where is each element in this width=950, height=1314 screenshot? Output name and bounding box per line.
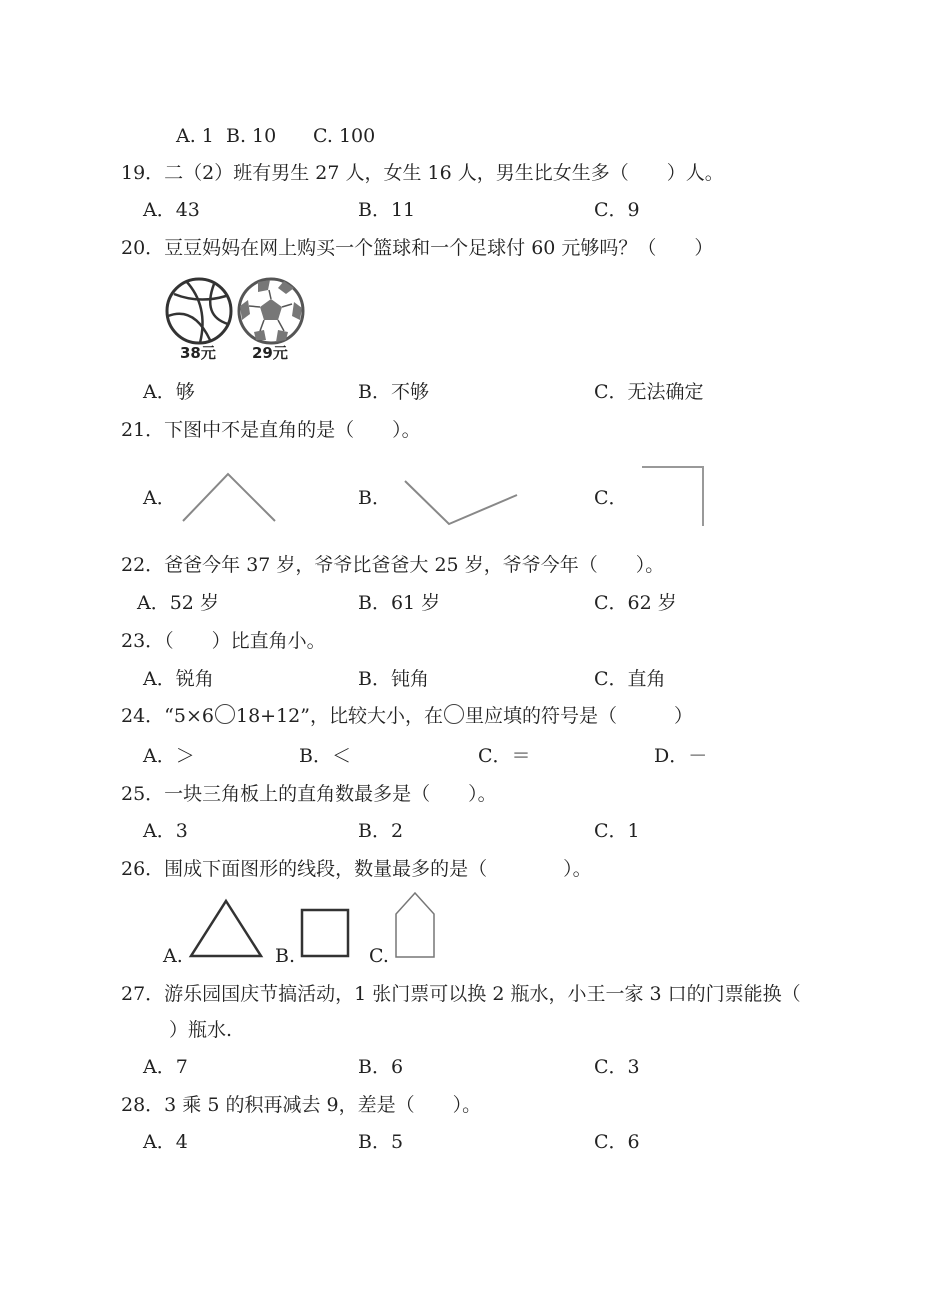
q21-angle-a-figure <box>180 470 280 526</box>
q26-option-b: B. <box>275 945 296 967</box>
q28-option-c: C．6 <box>594 1131 640 1153</box>
q21-angle-c-figure <box>640 464 710 530</box>
q26-stem: 26．围成下面图形的线段，数量最多的是（ ）。 <box>121 858 592 880</box>
q22-option-b: B．61 岁 <box>358 592 441 614</box>
q24-stem-part-3: 里应填的符号是（ ） <box>465 705 694 727</box>
q25-option-a: A．3 <box>143 820 188 842</box>
q20-stem: 20．豆豆妈妈在网上购买一个篮球和一个足球付 60 元够吗？（ ） <box>121 237 714 259</box>
q24-option-b: B．＜ <box>299 745 351 767</box>
q28-option-b: B．5 <box>358 1131 404 1153</box>
q24-option-c: C．＝ <box>478 745 531 767</box>
basketball-icon <box>164 276 234 346</box>
q26-option-c: C. <box>369 945 389 967</box>
q25-option-b: B．2 <box>358 820 404 842</box>
square-figure <box>300 908 352 960</box>
q20-option-a: A．够 <box>143 381 195 403</box>
q25-stem: 25．一块三角板上的直角数最多是（ ）。 <box>121 783 497 805</box>
q23-option-a: A．锐角 <box>143 668 214 690</box>
q18-option-b: B. 10 <box>226 125 277 147</box>
q21-stem: 21．下图中不是直角的是（ ）。 <box>121 419 421 441</box>
q25-option-c: C．1 <box>594 820 640 842</box>
q24-stem-part-1: 24．“5×6 <box>121 705 214 727</box>
q22-option-a: A．52 岁 <box>137 592 219 614</box>
football-icon <box>236 276 306 346</box>
q24-stem-part-2: 18+12”，比较大小，在 <box>236 705 443 727</box>
q27-stem-line-1: 27．游乐园国庆节搞活动，1 张门票可以换 2 瓶水，小王一家 3 口的门票能换（ <box>121 983 801 1005</box>
q26-option-a: A. <box>163 945 183 967</box>
q22-stem: 22．爸爸今年 37 岁，爷爷比爸爸大 25 岁，爷爷今年（ ）。 <box>121 554 665 576</box>
q28-stem: 28．3 乘 5 的积再减去 9，差是（ ）。 <box>121 1094 482 1116</box>
q18-option-c: C. 100 <box>313 125 376 147</box>
q19-option-c: C．9 <box>594 199 640 221</box>
q19-option-a: A．43 <box>143 199 200 221</box>
q18-option-a: A. 1 <box>176 125 214 147</box>
q23-option-b: B．钝角 <box>358 668 429 690</box>
q19-option-b: B．11 <box>358 199 416 221</box>
q21-option-c: C． <box>594 487 628 509</box>
q23-option-c: C．直角 <box>594 668 666 690</box>
circle-blank-icon <box>215 704 235 724</box>
circle-blank-icon <box>444 704 464 724</box>
q22-option-c: C．62 岁 <box>594 592 677 614</box>
q20-option-c: C．无法确定 <box>594 381 704 403</box>
q27-option-c: C．3 <box>594 1056 640 1078</box>
q19-stem: 19．二（2）班有男生 27 人，女生 16 人，男生比女生多（ ）人。 <box>121 162 724 184</box>
q28-option-a: A．4 <box>143 1131 188 1153</box>
basketball-price: 38元 <box>180 344 216 362</box>
q27-option-b: B．6 <box>358 1056 404 1078</box>
pentagon-figure <box>392 890 438 962</box>
triangle-figure <box>188 898 264 960</box>
q20-option-b: B．不够 <box>358 381 429 403</box>
q27-stem-line-2: ）瓶水. <box>169 1019 233 1041</box>
q21-option-a: A． <box>143 487 176 509</box>
q21-option-b: B． <box>358 487 391 509</box>
q23-stem: 23．（ ）比直角小。 <box>121 630 326 652</box>
q24-option-d: D．－ <box>654 745 708 767</box>
q21-angle-b-figure <box>402 478 522 530</box>
q24-option-a: A．＞ <box>143 745 195 767</box>
q27-option-a: A．7 <box>143 1056 188 1078</box>
q24-stem <box>121 704 693 728</box>
football-price: 29元 <box>252 344 288 362</box>
